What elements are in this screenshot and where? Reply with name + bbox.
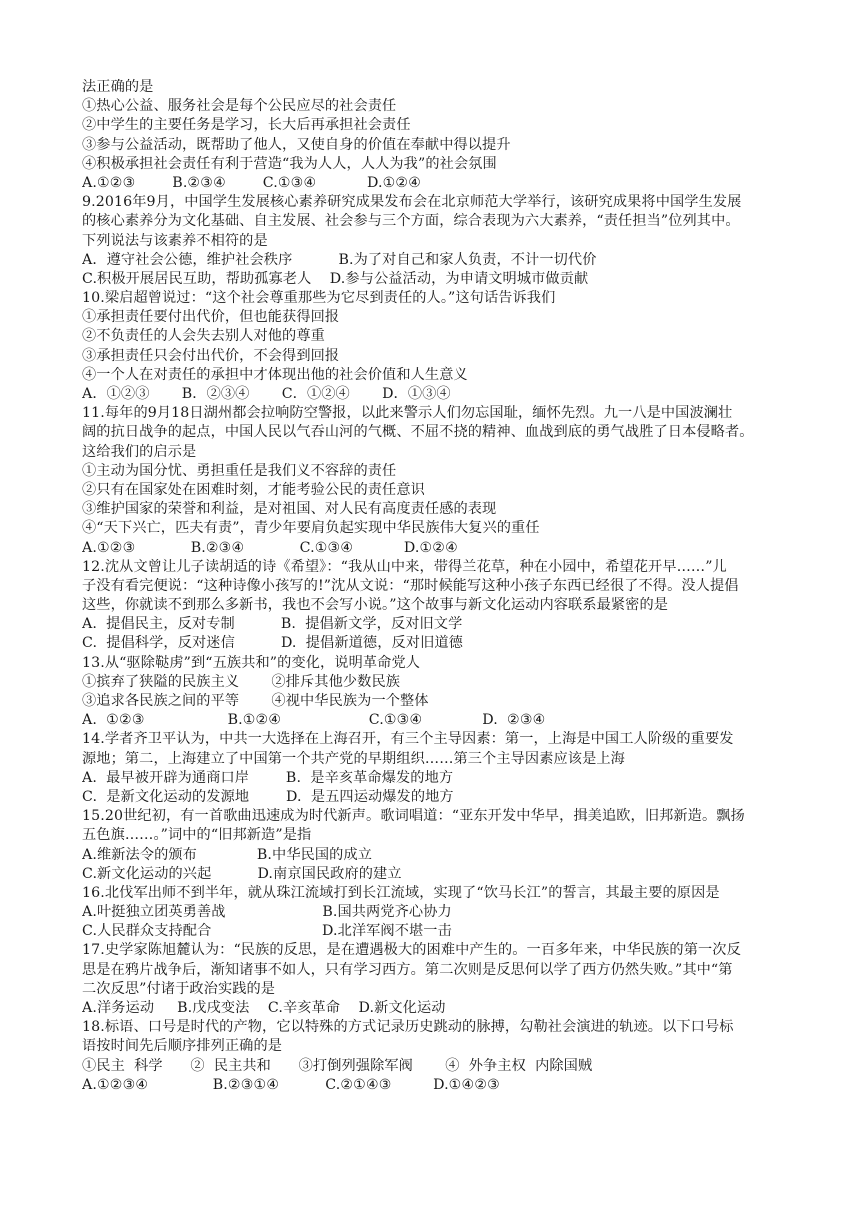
- text-line: C.人民群众支持配合 D.北洋军阀不堪一击: [82, 923, 452, 940]
- text-line: 17.史学家陈旭麓认为：“民族的反思，是在遭遇极大的困难中产生的。一百多年来，中华民族的第一次反: [82, 942, 741, 959]
- text-line: 18.标语、口号是时代的产物，它以特殊的方式记录历史跳动的脉搏，勾勒社会演进的轨迹。以下口号标: [82, 1019, 734, 1036]
- text-line: ④一个人在对责任的承担中才体现出他的社会价值和人生意义: [82, 366, 468, 383]
- text-line: C. 是新文化运动的发源地 D. 是五四运动爆发的地方: [82, 788, 454, 805]
- text-line: 二次反思”付诸于政治实践的是: [82, 980, 276, 997]
- text-line: 下列说法与该素养不相符的是: [82, 232, 268, 249]
- text-line: 15.20世纪初，有一首歌曲迅速成为时代新声。歌词唱道：“亚东开发中华早，揖美追欧，旧邦新造。飘扬: [82, 808, 745, 825]
- text-line: 思是在鸦片战争后，渐知诸事不如人，只有学习西方。第二次则是反思何以学了西方仍然失败。”其中“第: [82, 961, 733, 978]
- text-line: 这些，你就读不到那么多新书，我也不会写小说。”这个故事与新文化运动内容联系最紧密的是: [82, 597, 669, 614]
- text-line: 的核心素养分为文化基础、自主发展、社会参与三个方面，综合表现为六大素养，“责任担当”位列其中。: [82, 213, 740, 230]
- text-line: A．①②③ B．②③④ C．①②④ D．①③④: [82, 386, 451, 402]
- text-line: ②只有在国家处在困难时刻，才能考验公民的责任意识: [82, 481, 425, 498]
- text-line: ③承担责任只会付出代价，不会得到回报: [82, 347, 340, 364]
- document-body: [82, 78, 804, 1095]
- text-line: C.积极开展居民互助，帮助孤寡老人 D.参与公益活动，为申请文明城市做贡献: [82, 270, 589, 287]
- text-line: C.新文化运动的兴起 D.南京国民政府的建立: [82, 865, 402, 882]
- text-line: A. 提倡民主，反对专制 B. 提倡新文学，反对旧文学: [82, 616, 463, 633]
- text-line: 12.沈从文曾让儿子读胡适的诗《希望》：“我从山中来，带得兰花草，种在小园中，希望花开早……”儿: [82, 558, 727, 575]
- text-line: 9.2016年9月，中国学生发展核心素养研究成果发布会在北京师范大学举行，该研究成果将中国学生发展: [82, 194, 742, 211]
- text-line: ②不负责任的人会失去别人对他的尊重: [82, 328, 325, 345]
- text-line: A.①②③ B.②③④ C.①③④ D.①②④: [82, 539, 458, 556]
- text-line: ①民主 科学 ② 民主共和 ③打倒列强除军阀 ④ 外争主权 内除国贼: [82, 1057, 593, 1074]
- text-line: C. 提倡科学，反对迷信 D. 提倡新道德，反对旧道德: [82, 635, 463, 652]
- text-line: 语按时间先后顺序排列正确的是: [82, 1038, 283, 1055]
- text-line: A.叶挺独立团英勇善战 B.国共两党齐心协力: [82, 904, 452, 921]
- text-line: A. 最早被开辟为通商口岸 B. 是辛亥革命爆发的地方: [82, 769, 454, 786]
- text-line: A.维新法令的颁布 B.中华民国的成立: [82, 846, 373, 863]
- text-line: ①摈弃了狭隘的民族主义 ②排斥其他少数民族: [82, 673, 401, 690]
- text-line: A.①②③④ B.②③①④ C.②①④③ D.①④②③: [82, 1076, 500, 1093]
- text-line: 五色旗……。”词中的“旧邦新造”是指: [82, 827, 312, 844]
- text-line: 14.学者齐卫平认为，中共一大选择在上海召开，有三个主导因素：第一，上海是中国工人阶级的重要发: [82, 731, 734, 748]
- text-line: 子没有看完便说：“这种诗像小孩写的!”沈从文说：“那时候能写这种小孩子东西已经很了不得。没人提倡: [82, 577, 739, 594]
- text-line: ③追求各民族之间的平等 ④视中华民族为一个整体: [82, 693, 429, 709]
- text-line: ③参与公益活动，既帮助了他人，又使自身的价值在奉献中得以提升: [82, 136, 511, 153]
- text-line: ①热心公益、服务社会是每个公民应尽的社会责任: [82, 98, 397, 115]
- text-line: ①承担责任要付出代价，但也能获得回报: [82, 309, 340, 326]
- text-line: 源地；第二，上海建立了中国第一个共产党的早期组织……第三个主导因素应该是上海: [82, 750, 625, 767]
- text-line: A．遵守社会公德，维护社会秩序 B.为了对自己和家人负责，不计一切代价: [82, 251, 597, 268]
- text-line: A.洋务运动 B.戊戌变法 C.辛亥革命 D.新文化运动: [82, 1000, 446, 1016]
- text-line: A.①②③ B.②③④ C.①③④ D.①②④: [82, 174, 422, 191]
- text-line: ④“天下兴亡，匹夫有责”，青少年要肩负起实现中华民族伟大复兴的重任: [82, 520, 540, 537]
- text-line: ③维护国家的荣誉和利益，是对祖国、对人民有高度责任感的表现: [82, 501, 497, 518]
- text-line: 10.梁启超曾说过：“这个社会尊重那些为它尽到责任的人。”这句话告诉我们: [82, 290, 556, 307]
- text-line: 16.北伐军出师不到半年，就从珠江流域打到长江流域，实现了“饮马长江”的誓言，其最主要的原因是: [82, 884, 720, 901]
- text-line: 11.每年的9月18日湖州都会拉响防空警报，以此来警示人们勿忘国耻，缅怀先烈。九一八是中国波澜壮: [82, 405, 733, 422]
- text-line: 法正确的是: [82, 79, 154, 95]
- text-line: 阔的抗日战争的起点，中国人民以气吞山河的气概、不屈不挠的精神、血战到底的勇气战胜了日本侵略者。: [82, 424, 754, 441]
- text-line: ④积极承担社会责任有利于营造“我为人人，人人为我”的社会氛围: [82, 155, 497, 172]
- text-line: ①主动为国分忧、勇担重任是我们义不容辞的责任: [82, 462, 397, 479]
- text-line: A. ①②③ B.①②④ C.①③④ D. ②③④: [82, 712, 546, 729]
- text-line: ②中学生的主要任务是学习，长大后再承担社会责任: [82, 117, 411, 134]
- text-line: 13.从“驱除鞑虏”到“五族共和”的变化，说明革命党人: [82, 654, 421, 671]
- text-line: 这给我们的启示是: [82, 443, 197, 460]
